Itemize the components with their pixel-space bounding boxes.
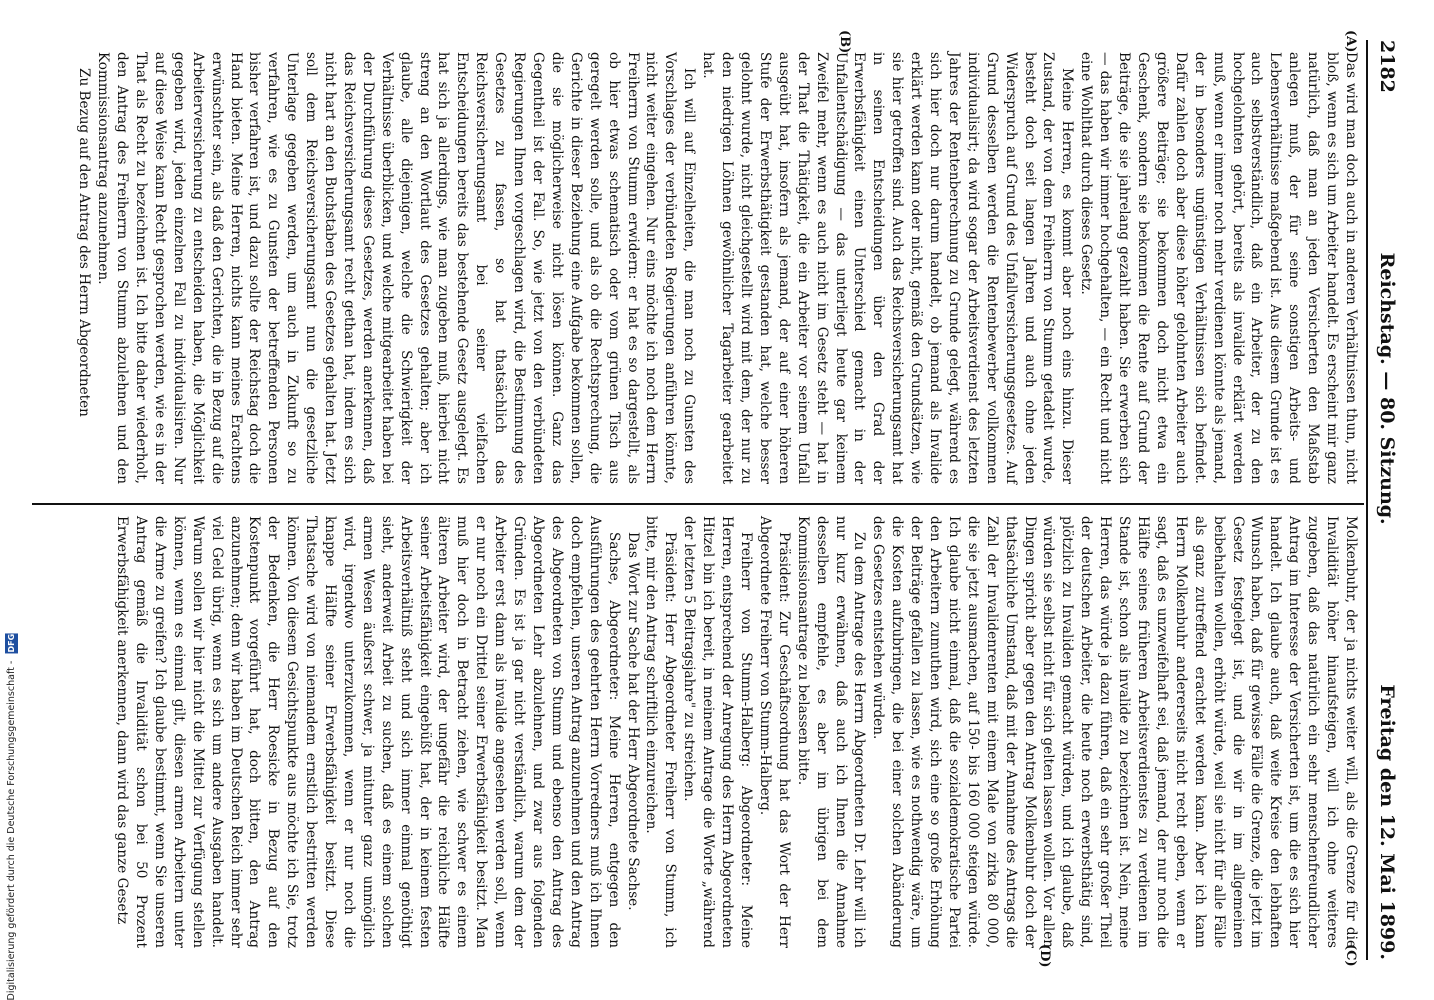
speaker-paragraph: Sachse, Abgeordneter: Meine Herren, entgegen den Ausführungen des geehrten Herrn Vorredners muß ich Ihnen doch empfehlen, unseren Antrag anzunehmen und den Antrag des Abgeordneten von Stumm und ebenso den Antrag des Abgeordneten Lehr abzulehnen, und zwar aus folgenden Gründen. Es ist ja gar nicht verständlich, warum dem der Arbeiter erst dann als invalide angesehen werden soll, wenn er nur noch ein Drittel seiner Erwerbsfähigkeit besitzt. Man muß hier doch in Betracht ziehen, wie schwer es einem älteren Arbeiter wird, der ungefähr die reichliche Hälfte seiner Arbeitsfähigkeit eingebüßt hat, der in keinem festen Arbeitsverhältniß steht und sich immer einmal genöthigt sieht, anderweit Arbeit zu suchen, daß es einem solchen armen Wesen äußerst schwer, ja mitunter ganz unmöglich wird, irgendwo unterzukommen, wenn er nur noch die knappe Hälfte seiner Erwerbsfähigkeit besitzt. Diese Thatsache wird von niemandem ernstlich bestritten werden können. Von diesem Gesichtspunkte aus möchte ich Sie, trotz der Bedenken, die Herr Roesicke in Bezug auf den Kostenpunkt vorgeführt hat, doch bitten, den Antrag anzunehmen; denn wir haben im Deutschen Reich immer sehr viel Geld übrig, wenn es sich um andere Ausgaben handelt. Warum sollen wir hier nicht die Mittel zur Verfügung stellen können, wenn es einmal gilt, diesen armen Arbeitern unter die Arme zu greifen? Ich glaube bestimmt, wenn Sie unseren Antrag gemäß die Invalidität schon bei 50 Prozent Erwerbsfähigkeit anerkennen, dann wird das ganze Gesetz [114, 516, 622, 948]
header-rule [1366, 40, 1368, 960]
dfg-logo: DFG [6, 633, 16, 653]
right-column [112, 516, 1360, 948]
column-divider [32, 503, 1364, 505]
margin-mark-c: (C) [1343, 944, 1358, 967]
page-number: 2182 [1376, 40, 1398, 93]
speaker-paragraph: Freiherr von Stumm-Halberg: Abgeordneter: Meine Herren, entsprechend der Anregung des Herrn Abgeordneten Hitzel bin ich bereit, in meinem Antrage die Worte „während der letzten 5 Beitragsjahre" zu streichen. [681, 516, 754, 948]
paragraph: Ich will auf Einzelheiten, die man noch zu Gunsten des Vorschlages der verbündeten Regierungen anführen könnte, nicht weiter eingehen. Nur eins möchte ich noch dem Herrn Freiherrn von Stumm erwidern: er hat es so dargestellt, als ob hier etwas schematisch oder vom grünen Tisch aus geregelt werden solle, und als ob die Rechtsprechung, die Gerichte in dieser Beziehung eine Aufgabe bekommen sollen, die sie möglicherweise nicht lösen können. Ganz das Gegentheil ist der Fall. So, wie jetzt von den verbündeten Regierungen Ihnen vorgeschlagen wird, die Bestimmung des Gesetzes zu fassen, so hat thatsächlich das Reichsversicherungsamt bei seiner vielfachen Entscheidungen bereits das bestehende Gesetz ausgelegt. Es hat sich ja allerdings, wie man zugeben muß, hierbei nicht streng an den Wortlaut des Gesetzes gehalten; aber ich glaube, alle diejenigen, welche die Schwierigkeit der Verhältnisse überblicken, und welche mitgearbeitet haben bei der Durchführung dieses Gesetzes, werden anerkennen, daß das Reichsversicherungsamt recht gethan hat, indem es sich nicht hart an den Buchstaben des Gesetzes gehalten hat. Jetzt soll dem Reichsversicherungsamt nun die gesetzliche Unterlage gegeben werden, um auch in Zukunft so zu verfahren, wie es zu Gunsten der betreffenden Personen bisher verfahren ist, und dazu sollte der Reichstag doch die Hand bieten. Meine Herren, nichts kann meines Erachtens erwünschter sein, als daß den Gerichten, die in Bezug auf die Arbeiterversicherung zu entscheiden haben, die Möglichkeit gegeben wird, jeden einzelnen Fall zu individualisiren. Nur auf diese Weise kann Recht gesprochen werden, wie es in der That als Recht zu bezeichnen ist. Ich bitte daher wiederholt, den Antrag des Freiherrn von Stumm abzulehnen und den Kommissionsantrag anzunehmen. [95, 52, 698, 484]
paragraph: Molkenbuhr, der ja nichts weiter will, als die Grenze für die Invalidität höher hinaufsteigen, will ich ohne weiteres zugeben, daß das natürlich ein sehr menschenfreundlicher Antrag im Interesse der Versicherten ist, um die es sich hier handelt. Ich glaube auch, daß weite Kreise den lebhaften Wunsch haben, daß für gewisse Fälle die Grenze, die jetzt im Gesetz festgelegt ist, und die wir in im allgemeinen beibehalten wollen, erhöht würde, weil sie nicht für alle Fälle als ganz zutreffend erachtet werden kann. Aber ich kann Herrn Molkenbuhr andererseits nicht recht geben, wenn er sagt, daß es unzweifelhaft sei, daß jemand, der nur noch die Hälfte seines früheren Arbeitsverdienstes zu verdienen im Stande ist, schon als invalide zu bezeichnen ist. Nein, meine Herren, das würde ja dazu führen, daß ein sehr großer Theil der deutschen Arbeiter, die heute noch erwerbsthätig sind, plötzlich zu Invaliden gemacht würden, und ich glaube, daß würden sie selbst nicht für sich gelten lassen wollen. Vor allen Dingen spricht aber gegen den Antrag Molkenbuhr doch der thatsächliche Umstand, daß mit der Annahme des Antrags die Zahl der Invalidenrenten mit einem Male von zirka 80 000, die sie jetzt ausmachen, auf 150- bis 160 000 steigen würde. Ich glaube nicht einmal, daß die sozialdemokratische Partei den Arbeitern zumuthen wird, sich eine so große Erhöhung der Beiträge gefallen zu lassen, wie es nothwendig wäre, um die Kosten aufzubringen, die bei einer solchen Abänderung des Gesetzes entstehen würden. [870, 516, 1359, 948]
speaker-paragraph: Präsident: Zur Geschäftsordnung hat das Wort der Herr Abgeordnete Freiherr von Stumm-Halberg. [756, 516, 792, 948]
paragraph: Das wird man doch auch in anderen Verhältnissen thun, nicht bloß, wenn es sich um Arbeiter handelt. Es erscheint mir ganz natürlich, daß man an jeden Versicherten den Maßstab anlegen muß, der für seine sonstigen Arbeits- und Lebensverhältnisse maßgebend ist. Aus diesem Grunde ist es auch selbstverständlich, daß ein Arbeiter, der zu den hochgelohnten gehört, bereits als invalide erklärt werden muß, wenn er immer noch mehr verdienen könnte als jemand, der in besonders ungünstigen Verhältnissen sich befindet. Dafür zahlen doch aber diese höher gelohnten Arbeiter auch größere Beiträge; sie bekommen doch nicht etwa ein Geschenk, sondern sie bekommen die Rente auf Grund der Beiträge, die sie jahrelang gezahlt haben. Sie erwerben sich — das haben wir immer hochgehalten, — ein Recht und nicht eine Wohlthat durch dieses Gesetz. [1078, 52, 1359, 484]
paragraph: Zu dem Antrage des Herrn Abgeordneten Dr. Lehr will ich nur kurz erwähnen, daß auch ich Ihnen die Annahme desselben empfehle, es aber im übrigen bei dem Kommissionsantrage zu belassen bitte. [794, 516, 868, 948]
margin-mark-b: (B) [837, 30, 852, 54]
speaker-paragraph: Präsident: Herr Abgeordneter Freiherr von Stumm, ich bitte, mir den Antrag schriftlich einzureichen. [643, 516, 679, 948]
credit-text: Digitalisierung gefördert durch die Deutsche Forschungsgemeinschaft - [5, 660, 17, 1000]
paragraph: Zu Bezug auf den Antrag des Herrn Abgeordneten [76, 68, 93, 417]
page-header [1370, 40, 1404, 960]
rotated-document-page [22, 0, 1412, 1000]
session-date: Freitag den 12. Mai 1899. [1376, 684, 1398, 960]
session-title: Reichstag. — 80. Sitzung. [1376, 252, 1398, 525]
left-column [74, 52, 1360, 484]
digitization-credit [0, 0, 22, 1000]
margin-mark-d: (D) [1037, 944, 1052, 968]
margin-mark-a: (A) [1343, 30, 1358, 53]
paragraph: Das Wort zur Sache hat der Herr Abgeordnete Sachse. [624, 532, 641, 911]
paragraph: Meine Herren, es kommt aber noch eins hinzu. Dieser Zustand, der von dem Freiherrn von Stumm getadelt wurde, besteht doch seit langen Jahren und auch ohne jeden Widerspruch auf Grund des Unfallversicherungsgesetzes. Auf Grund desselben werden die Rentenbewerber vollkommen individualisirt; da wird sogar der Arbeitsverdienst des letzten Jahres der Rentenberechnung zu Grunde gelegt, während es sich hier doch nur darum handelt, ob jemand als Invalide erklärt werden kann oder nicht, gemäß den Grundsätzen, wie sie hier getroffen sind. Auch das Reichsversicherungsamt hat in seinen Entscheidungen über den Grad der Erwerbsfähigkeit einen Unterschied gemacht in der Unfallentschädigung — das unterliegt heute gar keinem Zweifel mehr, wenn es auch nicht im Gesetz steht — hat in der That die Thätigkeit, die ein Arbeiter vor seinem Unfall ausgeübt hat, insofern als jemand, der auf einer höheren Stufe der Erwerbsthätigkeit gestanden hat, welche besser gelohnt wurde, nicht gleichgestellt wird mit dem, der nur zu den niedrigen Löhnen gewöhnlicher Tagarbeiter gearbeitet hat. [700, 52, 1076, 484]
